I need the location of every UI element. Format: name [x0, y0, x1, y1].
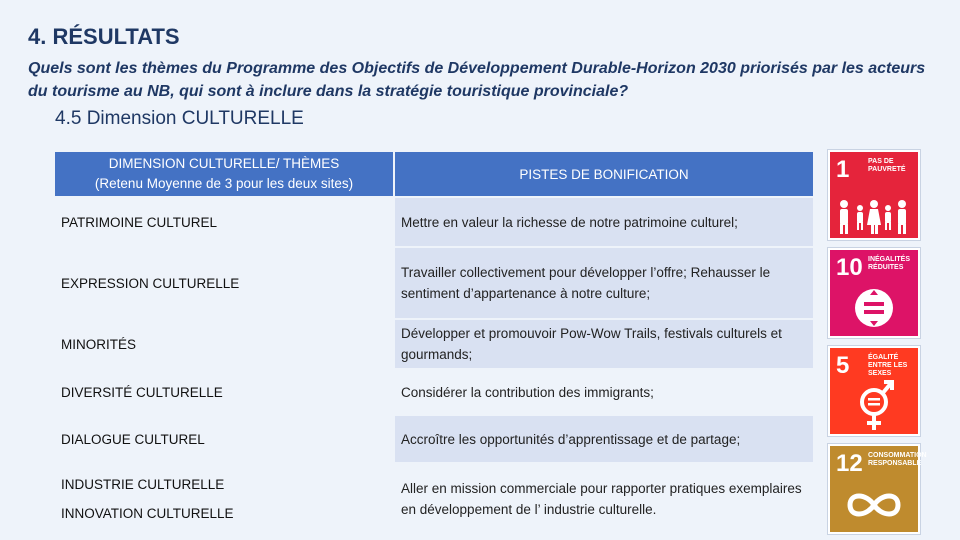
family-icon [830, 192, 918, 238]
column-header-actions: PISTES DE BONIFICATION [395, 152, 813, 196]
table-row [55, 370, 813, 414]
table-row [55, 320, 813, 368]
column-header-themes-title: DIMENSION CULTURELLE/ THÈMES [108, 156, 340, 171]
column-header-themes [55, 152, 393, 196]
theme-cell: EXPRESSION CULTURELLE [55, 248, 393, 318]
sdg-1-tile [828, 150, 920, 240]
table-row [55, 464, 813, 534]
table-row [55, 248, 813, 318]
action-cell: Développer et promouvoir Pow-Wow Trails, festivals culturels et gourmands; [395, 320, 813, 368]
sdg-number: 12 [836, 450, 863, 477]
section-subtitle: 4.5 Dimension CULTURELLE [55, 108, 304, 129]
table-header-row [55, 152, 813, 196]
theme-cell: DIALOGUE CULTUREL [55, 416, 393, 462]
sdg-number: 10 [836, 254, 863, 281]
table-row [55, 416, 813, 462]
column-header-themes-note: (Retenu Moyenne de 3 pour les deux sites) [94, 176, 354, 191]
action-cell: Considérer la contribution des immigrants; [395, 370, 813, 414]
sdg-number: 1 [836, 156, 850, 183]
research-question: Quels sont les thèmes du Programme des Objectifs de Développement Durable-Horizon 2030 priorisés par les acteurs du tourisme au NB, qui sont à inclure dans la stratégie touristique provinciale? [28, 60, 926, 100]
theme-cell: DIVERSITÉ CULTURELLE [55, 370, 393, 414]
sdg-number: 5 [836, 352, 850, 379]
theme-label: INNOVATION CULTURELLE [61, 506, 234, 521]
sdg-12-tile [828, 444, 927, 534]
page-title: 4. RÉSULTATS [28, 24, 180, 49]
theme-cell: PATRIMOINE CULTUREL [55, 198, 393, 246]
action-cell: Travailler collectivement pour développer l’offre; Rehausser le sentiment d’appartenance à notre culture; [395, 248, 813, 318]
action-cell: Mettre en valeur la richesse de notre patrimoine culturel; [395, 198, 813, 246]
action-cell: Aller en mission commerciale pour rapporter pratiques exemplaires en développement de l’ industrie culturelle. [395, 464, 813, 534]
sdg-label: CONSOMMATION RESPONSABLE [868, 452, 927, 467]
results-table [53, 150, 815, 536]
sdg-label: INÉGALITÉS RÉDUITES [868, 256, 911, 271]
table-row [55, 198, 813, 246]
theme-label: INDUSTRIE CULTURELLE [61, 477, 225, 492]
theme-cell-combined [55, 464, 393, 534]
action-cell: Accroître les opportunités d’apprentissage et de partage; [395, 416, 813, 462]
sdg-5-tile [828, 346, 920, 436]
sdg-10-tile [828, 248, 920, 338]
sdg-label: PAS DE PAUVRETÉ [868, 158, 906, 173]
infinity-icon [830, 478, 918, 532]
sdg-label: ÉGALITÉ ENTRE LES SEXES [868, 354, 908, 377]
theme-cell: MINORITÉS [55, 320, 393, 368]
gender-equality-icon [830, 376, 918, 434]
equality-icon [830, 280, 918, 336]
